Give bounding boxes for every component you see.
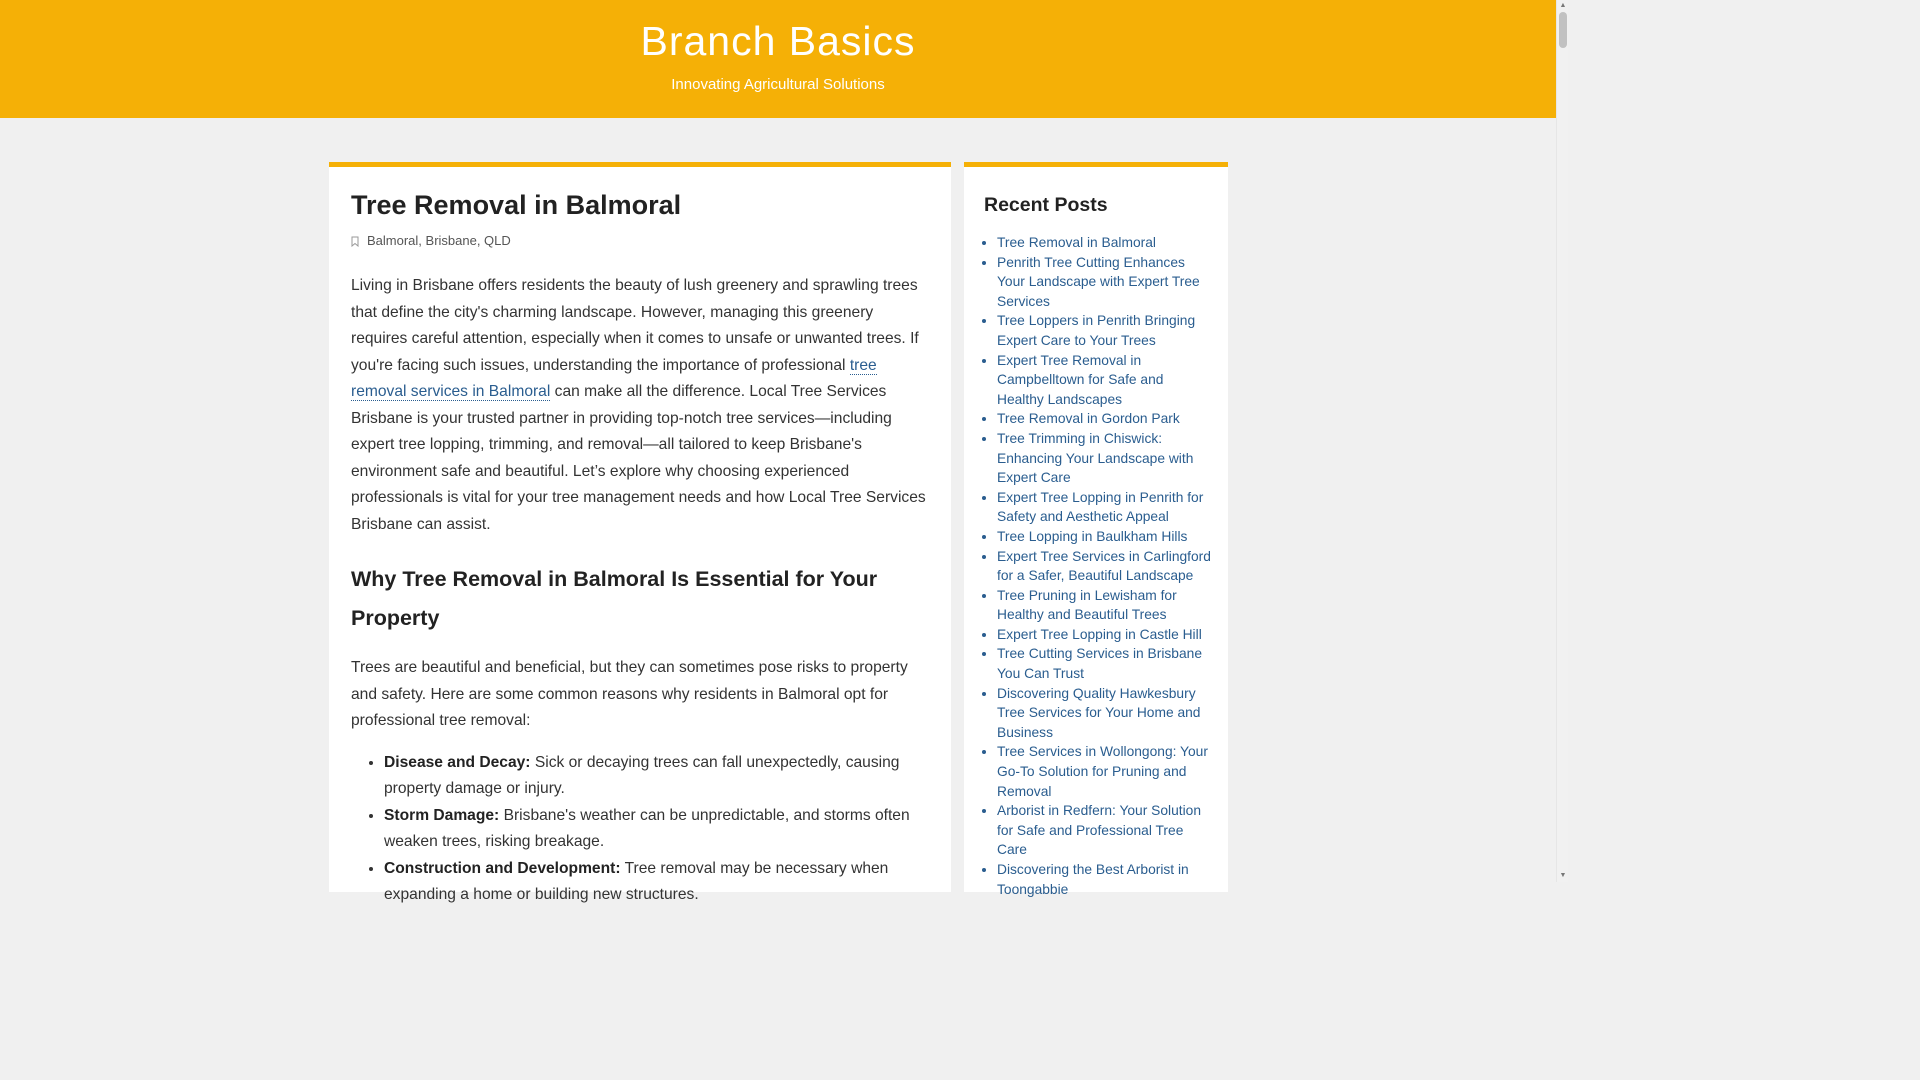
reason-text: Brisbane's weather can be unpredictable, and storms often weaken trees, risking breakage. xyxy=(384,806,910,850)
recent-post-item xyxy=(997,253,1212,312)
recent-post-item xyxy=(997,429,1212,488)
post-body xyxy=(351,273,929,909)
recent-post-link[interactable]: Tree Removal in Gordon Park xyxy=(997,411,1180,427)
section-paragraph: Trees are beautiful and beneficial, but they can sometimes pose risks to property and safety. Here are some common reasons why residents in Balmoral opt for professional tree removal: xyxy=(351,659,908,729)
recent-post-item xyxy=(997,547,1212,586)
recent-post-link[interactable]: Tree Removal in Balmoral xyxy=(997,235,1156,250)
tree-removal-services-link[interactable]: tree removal services in Balmoral xyxy=(351,356,877,400)
recent-post-item xyxy=(997,233,1212,253)
scroll-up-icon[interactable]: ▲ xyxy=(1559,2,1567,9)
recent-post-link[interactable]: Tree Pruning in Lewisham for Healthy and Beautiful Trees xyxy=(997,587,1177,623)
scroll-down-icon[interactable]: ▼ xyxy=(1559,872,1567,879)
recent-post-link[interactable]: Penrith Tree Cutting Enhances Your Landscape with Expert Tree Services xyxy=(997,254,1200,309)
recent-posts-title: Recent Posts xyxy=(984,194,1108,216)
intro-text-1: Living in Brisbane offers residents the beauty of lush greenery and sprawling trees that define the city's charming landscape. However, managing this greenery requires careful attention, especially when it comes to unsafe or unwanted trees. If you're facing such issues, understanding the importance of professional xyxy=(351,277,919,374)
reason-item xyxy=(384,750,929,803)
scroll-thumb[interactable] xyxy=(1559,12,1567,48)
main-article xyxy=(329,162,951,903)
recent-post-item xyxy=(997,527,1212,547)
post-title: Tree Removal in Balmoral xyxy=(351,190,682,220)
intro-text-2: can make all the difference. Local Tree Services Brisbane is your trusted partner in providing top-notch tree services—including expert tree lopping, trimming, and removal—all tailored to keep Brisbane's environment safe and beautiful. Let’s explore why choosing experienced professionals is vital for your tree management needs and how Local Tree Services Brisbane can assist. xyxy=(351,383,926,533)
recent-post-link[interactable]: Discovering the Best Arborist in Toongabbie xyxy=(997,862,1189,897)
page-scrollbar[interactable] xyxy=(1556,0,1568,882)
recent-post-item xyxy=(997,625,1212,645)
recent-post-link[interactable]: Expert Tree Removal in Campbelltown for Safe and Healthy Landscapes xyxy=(997,352,1164,407)
reason-item xyxy=(384,856,929,909)
recent-post-link[interactable]: Expert Tree Lopping in Castle Hill xyxy=(997,626,1202,642)
reason-label: Storm Damage: xyxy=(384,806,500,824)
recent-post-link[interactable]: Tree Lopping in Baulkham Hills xyxy=(997,528,1188,544)
recent-post-item xyxy=(997,801,1212,860)
recent-post-item xyxy=(997,586,1212,625)
reason-label: Construction and Development: xyxy=(384,859,621,877)
recent-post-item xyxy=(997,311,1212,350)
tag-icon xyxy=(351,236,360,247)
post-tags xyxy=(351,231,929,251)
recent-post-link[interactable]: Tree Trimming in Chiswick: Enhancing Your Landscape with Expert Care xyxy=(997,430,1194,486)
recent-post-item xyxy=(997,860,1212,899)
intro-paragraph xyxy=(351,273,929,538)
recent-post-item xyxy=(997,644,1212,683)
reasons-list xyxy=(351,750,929,909)
recent-post-item xyxy=(997,488,1212,527)
reason-text: Sick or decaying trees can fall unexpectedly, causing property damage or injury. xyxy=(384,753,900,797)
recent-post-link[interactable]: Expert Tree Lopping in Penrith for Safety and Aesthetic Appeal xyxy=(997,489,1204,525)
recent-post-link[interactable]: Discovering Quality Hawkesbury Tree Services for Your Home and Business xyxy=(997,685,1201,740)
recent-post-link[interactable]: Arborist in Redfern: Your Solution for Safe and Professional Tree Care xyxy=(997,803,1202,858)
sidebar xyxy=(964,162,1228,897)
recent-post-link[interactable]: Expert Tree Services in Carlingford for a Safer, Beautiful Landscape xyxy=(997,548,1211,584)
recent-post-item xyxy=(997,684,1212,743)
reason-text: Tree removal may be necessary when expanding a home or building new structures. xyxy=(384,859,889,903)
section-heading: Why Tree Removal in Balmoral Is Essential for Your Property xyxy=(351,567,878,630)
recent-posts-list xyxy=(984,233,1212,899)
reason-label: Disease and Decay: xyxy=(384,753,531,771)
site-tagline: Innovating Agricultural Solutions xyxy=(671,76,885,93)
recent-post-link[interactable]: Tree Services in Wollongong: Your Go-To Solution for Pruning and Removal xyxy=(997,744,1208,799)
post-tags-text[interactable]: Balmoral, Brisbane, QLD xyxy=(367,233,511,248)
recent-post-link[interactable]: Tree Cutting Services in Brisbane You Can Trust xyxy=(997,646,1202,682)
recent-post-item xyxy=(997,351,1212,410)
reason-item xyxy=(384,803,929,856)
recent-post-item xyxy=(997,742,1212,801)
recent-post-link[interactable]: Tree Loppers in Penrith Bringing Expert Care to Your Trees xyxy=(997,313,1196,348)
recent-post-item xyxy=(997,409,1212,429)
site-header xyxy=(0,0,1556,118)
site-title[interactable]: Branch Basics xyxy=(640,18,916,64)
